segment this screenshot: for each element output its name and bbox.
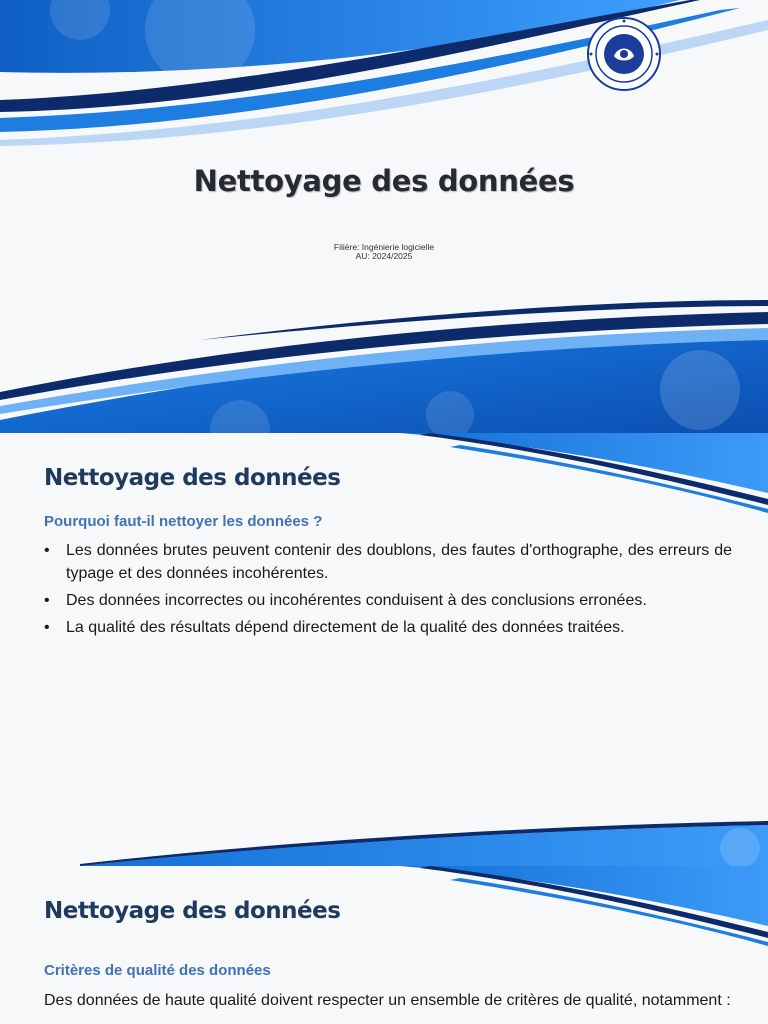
content-slide-why (0, 433, 768, 866)
slide-subtitle (0, 243, 768, 261)
body-paragraph: Des données de haute qualité doivent respecter un ensemble de critères de qualité, notamment : (44, 992, 731, 1009)
slide-title: Nettoyage des données (44, 898, 341, 924)
program-label: Filière: Ingénierie logicielle (333, 242, 435, 252)
section-heading: Critères de qualité des données (44, 962, 271, 979)
section-heading: Pourquoi faut-il nettoyer les données ? (44, 513, 323, 530)
academic-year-label: AU: 2024/2025 (355, 251, 413, 261)
university-seal-icon (586, 16, 662, 92)
bullet-icon: • (44, 542, 50, 559)
bullet-list (44, 539, 732, 643)
slide-decoration-waves (0, 433, 768, 866)
content-slide-criteria (0, 866, 768, 1024)
list-item: • Des données incorrectes ou incohérentes conduisent à des conclusions erronées. (44, 589, 732, 612)
list-item: • La qualité des résultats dépend directement de la qualité des données traitées. (44, 616, 732, 639)
slide-title: Nettoyage des données (193, 164, 575, 198)
list-item: • Les données brutes peuvent contenir des doublons, des fautes d'orthographe, des erreurs de typage et des données incohérentes. (44, 539, 732, 585)
bullet-icon: • (44, 619, 50, 636)
title-slide (0, 0, 768, 433)
bullet-icon: • (44, 592, 50, 609)
slide-title: Nettoyage des données (44, 465, 341, 491)
